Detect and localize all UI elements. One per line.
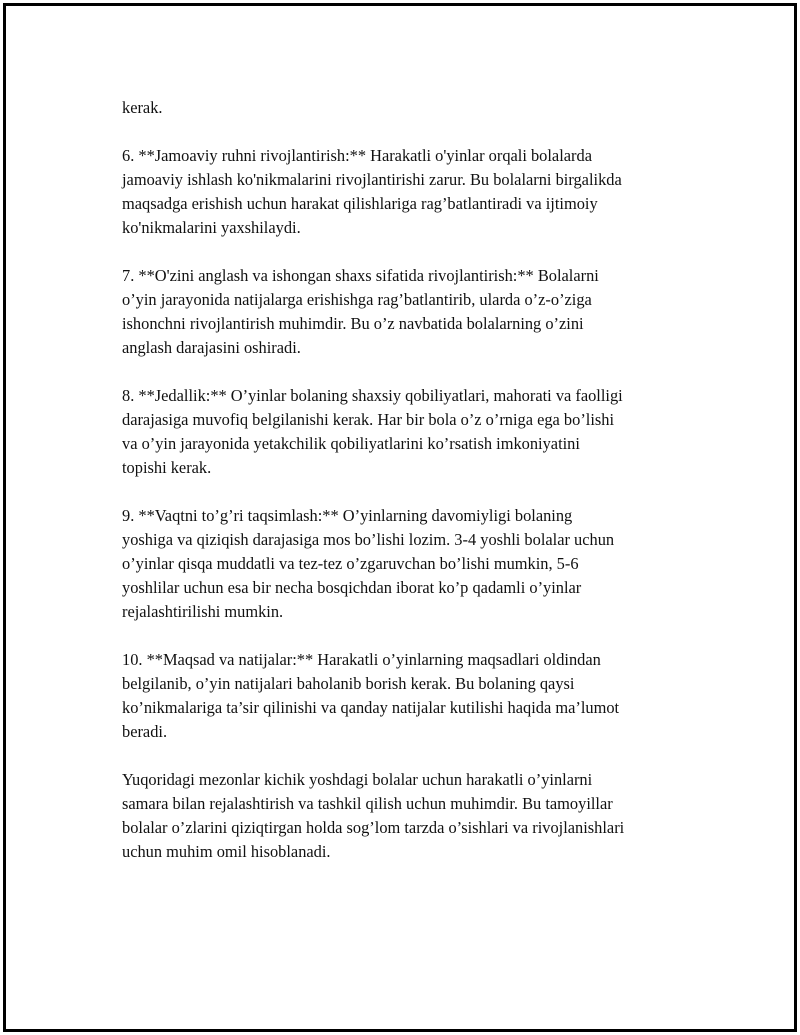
paragraph-conclusion: Yuqoridagi mezonlar kichik yoshdagi bolalar uchun harakatli o’yinlarni samara bilan rejalashtirish va tashkil qilish uchun muhimdir. Bu tamoyillar bolalar o’zlarini qiziqtirgan holda sog’lom tarzda o’sishlari va rivojlanishlari uchun muhim omil hisoblanadi. bbox=[122, 770, 625, 861]
paragraph-item-9: 9. **Vaqtni to’g’ri taqsimlash:** O’yinlarning davomiyligi bolaning yoshiga va qiziqish darajasiga mos bo’lishi lozim. 3-4 yoshli bolalar uchun o’yinlar qisqa muddatli va tez-tez o’zgaruvchan bo’lishi mumkin, 5-6 yoshlilar uchun esa bir necha bosqichdan iborat ko’p qadamli o’yinlar rejalashtirilishi mumkin. bbox=[122, 506, 615, 621]
paragraph-continuation: kerak. bbox=[122, 98, 163, 117]
page-body bbox=[122, 96, 702, 888]
paragraph-item-10: 10. **Maqsad va natijalar:** Harakatli o’yinlarning maqsadlari oldindan belgilanib, o’yin natijalari baholanib borish kerak. Bu bolaning qaysi ko’nikmalariga ta’sir qilinishi va qanday natijalar kutilishi haqida ma’lumot beradi. bbox=[122, 650, 620, 741]
paragraph-item-6: 6. **Jamoaviy ruhni rivojlantirish:** Harakatli o'yinlar orqali bolalarda jamoaviy ishlash ko'nikmalarini rivojlantirishi zarur. Bu bolalarni birgalikda maqsadga erishish uchun harakat qilishlariga rag’batlantiradi va ijtimoiy ko'nikmalarini yaxshilaydi. bbox=[122, 146, 622, 237]
paragraph-item-7: 7. **O'zini anglash va ishongan shaxs sifatida rivojlantirish:** Bolalarni o’yin jarayonida natijalarga erishishga rag’batlantirib, ularda o’z-o’ziga ishonchni rivojlantirish muhimdir. Bu o’z navbatida bolalarning o’zini anglash darajasini oshiradi. bbox=[122, 266, 599, 357]
page-frame bbox=[3, 3, 797, 1032]
paragraph-item-8: 8. **Jedallik:** O’yinlar bolaning shaxsiy qobiliyatlari, mahorati va faolligi darajasiga muvofiq belgilanishi kerak. Har bir bola o’z o’rniga ega bo’lishi va o’yin jarayonida yetakchilik qobiliyatlarini ko’rsatish imkoniyatini topishi kerak. bbox=[122, 386, 623, 477]
